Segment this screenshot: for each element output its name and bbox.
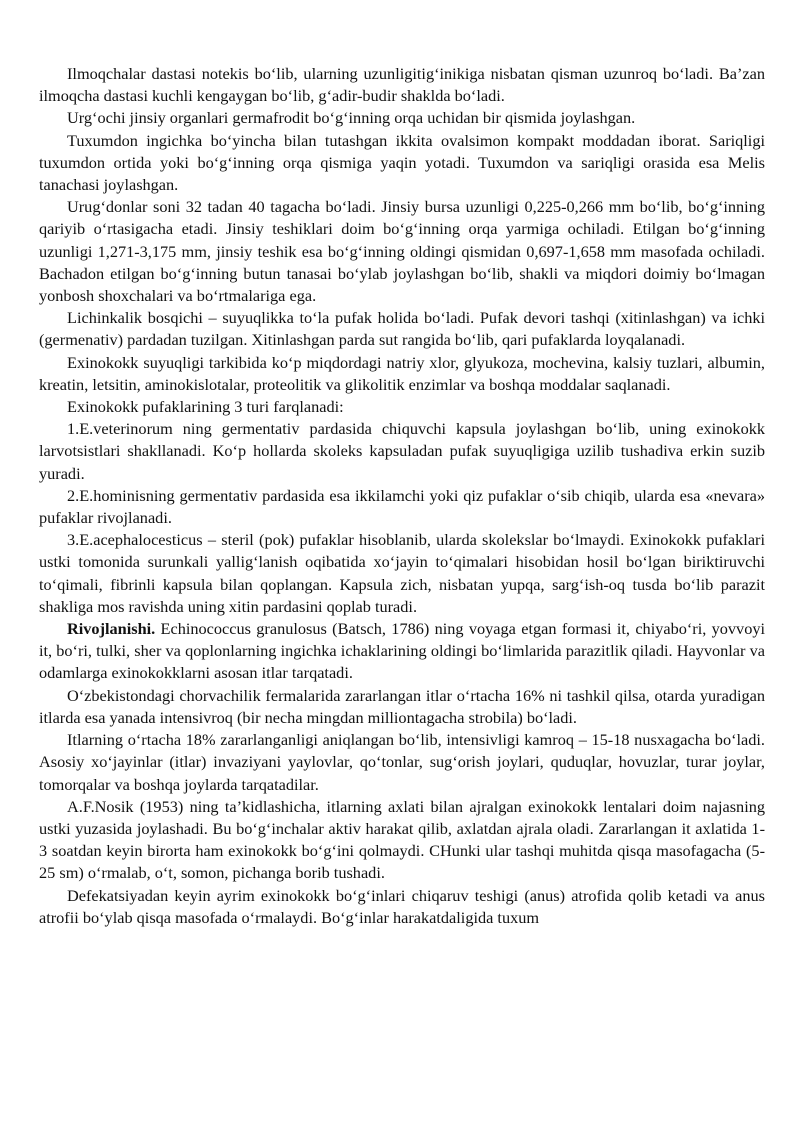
document-page [39, 63, 765, 929]
paragraph-text: Echinococcus granulosus (Batsch, 1786) ning voyaga etgan formasi it, chiyabo‘ri, yovvoyi it, bo‘ri, tulki, sher va qoplonlarning ingichka ichaklarining oldingi bo‘limlarida parazitlik qiladi. Hayvonlar va odamlarga exinokokklarni asosan itlar tarqatadi. [39, 619, 765, 683]
paragraph: 1.E.veterinorum ning germentativ pardasida chiquvchi kapsula joylashgan bo‘lib, uning exinokokk larvotsistlari shakllanadi. Ko‘p hollarda skoleks kapsuladan pufak suyuqligiga uzilib tushadiva erkin suzib yuradi. [39, 419, 765, 483]
paragraph: 2.E.hominisning germentativ pardasida esa ikkilamchi yoki qiz pufaklar o‘sib chiqib, ularda esa «nevara» pufaklar rivojlanadi. [39, 485, 765, 528]
paragraph-development [39, 618, 765, 685]
paragraph: Tuxumdon ingichka bo‘yincha bilan tutashgan ikkita ovalsimon kompakt moddadan iborat. Sariqligi tuxumdon ortida yoki bo‘g‘inning orqa qismiga yaqin yotadi. Tuxumdon va sariqligi orasida esa Melis tanachasi joylashgan. [39, 130, 765, 195]
paragraph: Ilmoqchalar dastasi notekis bo‘lib, ularning uzunligitig‘inikiga nisbatan qisman uzunroq bo‘ladi. Ba’zan ilmoqcha dastasi kuchli kengaygan bo‘lib, g‘adir-budir shaklda bo‘ladi. [39, 64, 765, 106]
paragraph: Exinokokk suyuqligi tarkibida ko‘p miqdordagi natriy xlor, glyukoza, mochevina, kalsiy tuzlari, albumin, kreatin, letsitin, aminokislotalar, proteolitik va glikolitik enzimlar va boshqa moddalar saqlanadi. [39, 352, 765, 394]
paragraph: Lichinkalik bosqichi – suyuqlikka to‘la pufak holida bo‘ladi. Pufak devori tashqi (xitinlashgan) va ichki (germenativ) pardadan tuzilgan. Xitinlashgan parda sut rangida bo‘lib, qari pufaklarda loyqalanadi. [39, 308, 765, 350]
paragraph: Urg‘ochi jinsiy organlari germafrodit bo‘g‘inning orqa uchidan bir qismida joylashgan. [67, 108, 636, 128]
paragraph: Itlarning o‘rtacha 18% zararlanganligi aniqlangan bo‘lib, intensivligi kamroq – 15-18 nusxagacha bo‘ladi. Asosiy xo‘jayinlar (itlar) invaziyani yaylovlar, qo‘tonlar, sug‘orish joylari, quduqlar, hovuzlar, turar joylar, tomorqalar va boshqa joylarda tarqatadilar. [39, 730, 765, 794]
paragraph: Exinokokk pufaklarining 3 turi farqlanadi: [67, 397, 344, 417]
section-heading: Rivojlanishi. [67, 619, 156, 639]
paragraph: 3.E.acephalocesticus – steril (pok) pufaklar hisoblanib, ularda skolekslar bo‘lmaydi. Exinokokk pufaklari ustki tomonida surunkali yallig‘lanish oqibatida xo‘jayin to‘qimalari hisobidan hosil bo‘lgan biriktiruvchi to‘qimali, fibrinli kapsula bilan qoplangan. Kapsula zich, nisbatan yupqa, sarg‘ish-oq tusda bo‘lib parazit shakliga mos ravishda uning xitin pardasini qoplab turadi. [39, 530, 765, 616]
paragraph: O‘zbekistondagi chorvachilik fermalarida zararlangan itlar o‘rtacha 16% ni tashkil qilsa, otarda yuradigan itlarda esa yanada intensivroq (bir necha mingdan milliontagacha strobila) bo‘ladi. [39, 685, 765, 727]
paragraph: A.F.Nosik (1953) ning ta’kidlashicha, itlarning axlati bilan ajralgan exinokokk lentalari doim najasning ustki yuzasida joylashadi. Bu bo‘g‘inchalar aktiv harakat qilib, axlatdan ajrala oladi. Zararlangan it axlatida 1-3 soatdan keyin birorta ham exinokokk bo‘g‘ini qolmaydi. CHunki ular tashqi muhitda qisqa masofagacha (5-25 sm) o‘rmalab, o‘t, somon, pichanga borib tushadi. [39, 796, 765, 883]
paragraph: Urug‘donlar soni 32 tadan 40 tagacha bo‘ladi. Jinsiy bursa uzunligi 0,225-0,266 mm bo‘lib, bo‘g‘inning qariyib o‘rtasigacha etadi. Jinsiy teshiklari doim bo‘g‘inning orqa yarmiga ochiladi. Etilgan bo‘g‘inning uzunligi 1,271-3,175 mm, jinsiy teshik esa bo‘g‘inning oldingi qismidan 0,697-1,658 mm masofada ochiladi. Bachadon etilgan bo‘g‘inning butun tanasai bo‘ylab joylashgan bo‘lib, shakli va miqdori doimiy bo‘lmagan yonbosh shoxchalari va bo‘rtmalariga ega. [39, 197, 765, 306]
paragraph: Defekatsiyadan keyin ayrim exinokokk bo‘g‘inlari chiqaruv teshigi (anus) atrofida qolib ketadi va anus atrofii bo‘ylab qisqa masofada o‘rmalaydi. Bo‘g‘inlar harakatdaligida tuxum [39, 885, 765, 927]
